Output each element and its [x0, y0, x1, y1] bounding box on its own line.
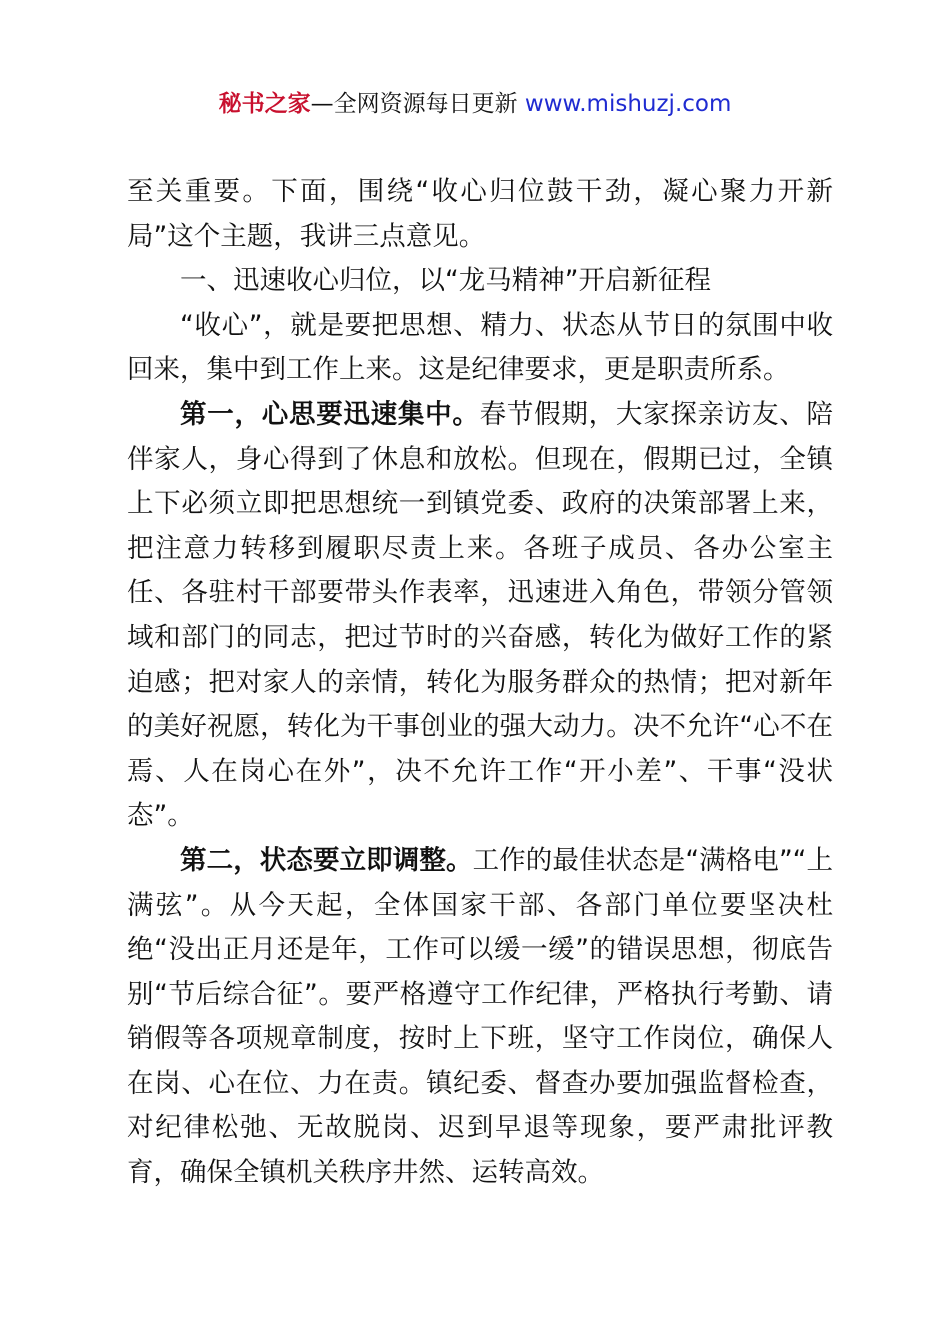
- paragraph-text: 至关重要。下面，围绕“收心归位鼓干劲，凝心聚力开新局”这个主题，我讲三点意见。: [127, 176, 833, 252]
- brand-name: 秘书之家: [218, 91, 311, 117]
- page-header: [0, 86, 950, 122]
- paragraph-lead: 第二，状态要立即调整。: [180, 844, 473, 876]
- section-heading: [127, 259, 833, 304]
- paragraph: [127, 839, 833, 1196]
- paragraph: [127, 393, 833, 839]
- paragraph: [127, 304, 833, 393]
- paragraph-lead: 第一，心思要迅速集中。: [180, 398, 480, 430]
- paragraph-text: 工作的最佳状态是“满格电”“上满弦”。从今天起，全体国家干部、各部门单位要坚决杜绝“没出正月还是年，工作可以缓一缓”的错误思想，彻底告别“节后综合征”。要严格遵守工作纪律，严格执行考勤、请销假等各项规章制度，按时上下班，坚守工作岗位，确保人在岗、心在位、力在责。镇纪委、督查办要加强监督检查，对纪律松弛、无故脱岗、迟到早退等现象，要严肃批评教育，确保全镇机关秩序井然、运转高效。: [127, 844, 834, 1189]
- website-link[interactable]: www.mishuzj.com: [524, 91, 732, 117]
- document-body: [127, 170, 833, 1196]
- paragraph-continuation: [127, 170, 833, 259]
- paragraph-text: “收心”，就是要把思想、精力、状态从节日的氛围中收回来，集中到工作上来。这是纪律要求，更是职责所系。: [127, 309, 833, 386]
- paragraph-text: 春节假期，大家探亲访友、陪伴家人，身心得到了休息和放松。但现在，假期已过，全镇上下必须立即把思想统一到镇党委、政府的决策部署上来，把注意力转移到履职尽责上来。各班子成员、各办公室主任、各驻村干部要带头作表率，迅速进入角色，带领分管领域和部门的同志，把过节时的兴奋感，转化为做好工作的紧迫感；把对家人的亲情，转化为服务群众的热情；把对新年的美好祝愿，转化为干事创业的强大动力。决不允许“心不在焉、人在岗心在外”，决不允许工作“开小差”、干事“没状态”。: [127, 398, 834, 832]
- paragraph-text: 一、迅速收心归位，以“龙马精神”开启新征程: [180, 265, 711, 297]
- header-tagline: —全网资源每日更新: [310, 91, 518, 117]
